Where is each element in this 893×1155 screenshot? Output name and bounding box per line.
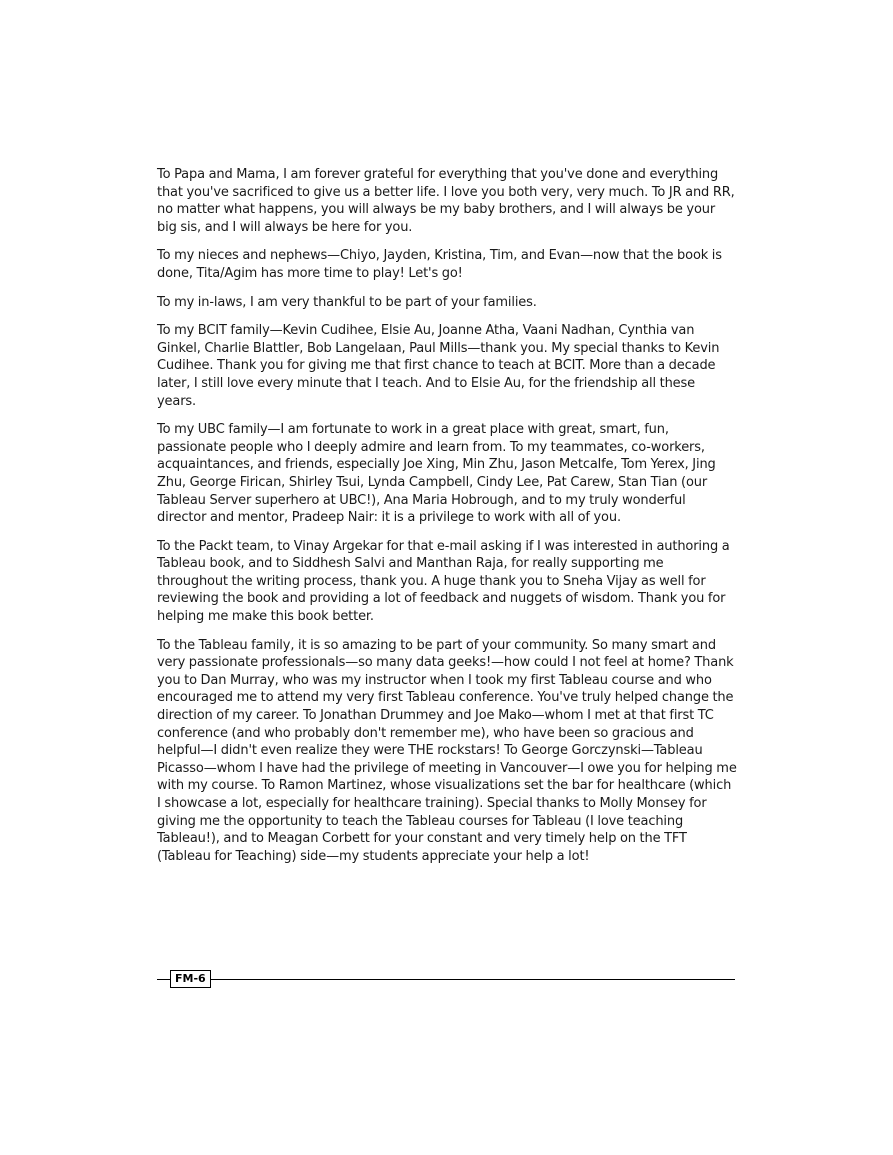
paragraph-in-laws: To my in-laws, I am very thankful to be part of your families. (157, 294, 537, 310)
footer-rule (157, 979, 735, 980)
paragraph-ubc-family: To my UBC family—I am fortunate to work in a great place with great, smart, fun, passionate people who I deeply admire and learn from. To my teammates, co-workers, acquaintances, and friends, especially Joe Xing, Min Zhu, Jason Metcalfe, Tom Yerex, Jing Zhu, George Firican, Shirley Tsui, Lynda Campbell, Cindy Lee, Pat Carew, Stan Tian (our Tableau Server superhero at UBC!), Ana Maria Hobrough, and to my truly wonderful director and mentor, Pradeep Nair: it is a privilege to work with all of you. (157, 422, 716, 526)
paragraph-packt-team: To the Packt team, to Vinay Argekar for that e-mail asking if I was interested in authoring a Tableau book, and to Siddhesh Salvi and Manthan Raja, for really supporting me throughout the writing process, thank you. A huge thank you to Sneha Vijay as well for reviewing the book and providing a lot of feedback and nuggets of wisdom. Thank you for helping me make this book better. (157, 538, 730, 625)
page-number-label: FM-6 (170, 970, 211, 988)
paragraph-nieces-nephews: To my nieces and nephews—Chiyo, Jayden, Kristina, Tim, and Evan—now that the book is done, Tita/Agim has more time to play! Let's go! (157, 248, 722, 281)
paragraph-bcit-family: To my BCIT family—Kevin Cudihee, Elsie Au, Joanne Atha, Vaani Nadhan, Cynthia van Ginkel, Charlie Blattler, Bob Langelaan, Paul Mills—thank you. My special thanks to Kevin Cudihee. Thank you for giving me that first chance to teach at BCIT. More than a decade later, I still love every minute that I teach. And to Elsie Au, for the friendship all these years. (157, 323, 720, 409)
page-footer (157, 970, 735, 990)
page-body (157, 166, 737, 876)
paragraph-tableau-family: To the Tableau family, it is so amazing to be part of your community. So many smart and very passionate professionals—so many data geeks!—how could I not feel at home? Thank you to Dan Murray, who was my instructor when I took my first Tableau course and who encouraged me to attend my very first Tableau conference. You've truly helped change the direction of my career. To Jonathan Drummey and Joe Mako—whom I met at that first TC conference (and who probably don't remember me), who have been so gracious and helpful—I didn't even realize they were THE rockstars! To George Gorczynski—Tableau Picasso—whom I have had the privilege of meeting in Vancouver—I owe you for helping me with my course. To Ramon Martinez, whose visualizations set the bar for healthcare (which I showcase a lot, especially for healthcare training). Special thanks to Molly Monsey for giving me the opportunity to teach the Tableau courses for Tableau (I love teaching Tableau!), and to Meagan Corbett for your constant and very timely help on the TFT (Tableau for Teaching) side—my students appreciate your help a lot! (157, 637, 737, 864)
paragraph-parents: To Papa and Mama, I am forever grateful for everything that you've done and everything that you've sacrificed to give us a better life. I love you both very, very much. To JR and RR, no matter what happens, you will always be my baby brothers, and I will always be your big sis, and I will always be here for you. (157, 167, 735, 235)
